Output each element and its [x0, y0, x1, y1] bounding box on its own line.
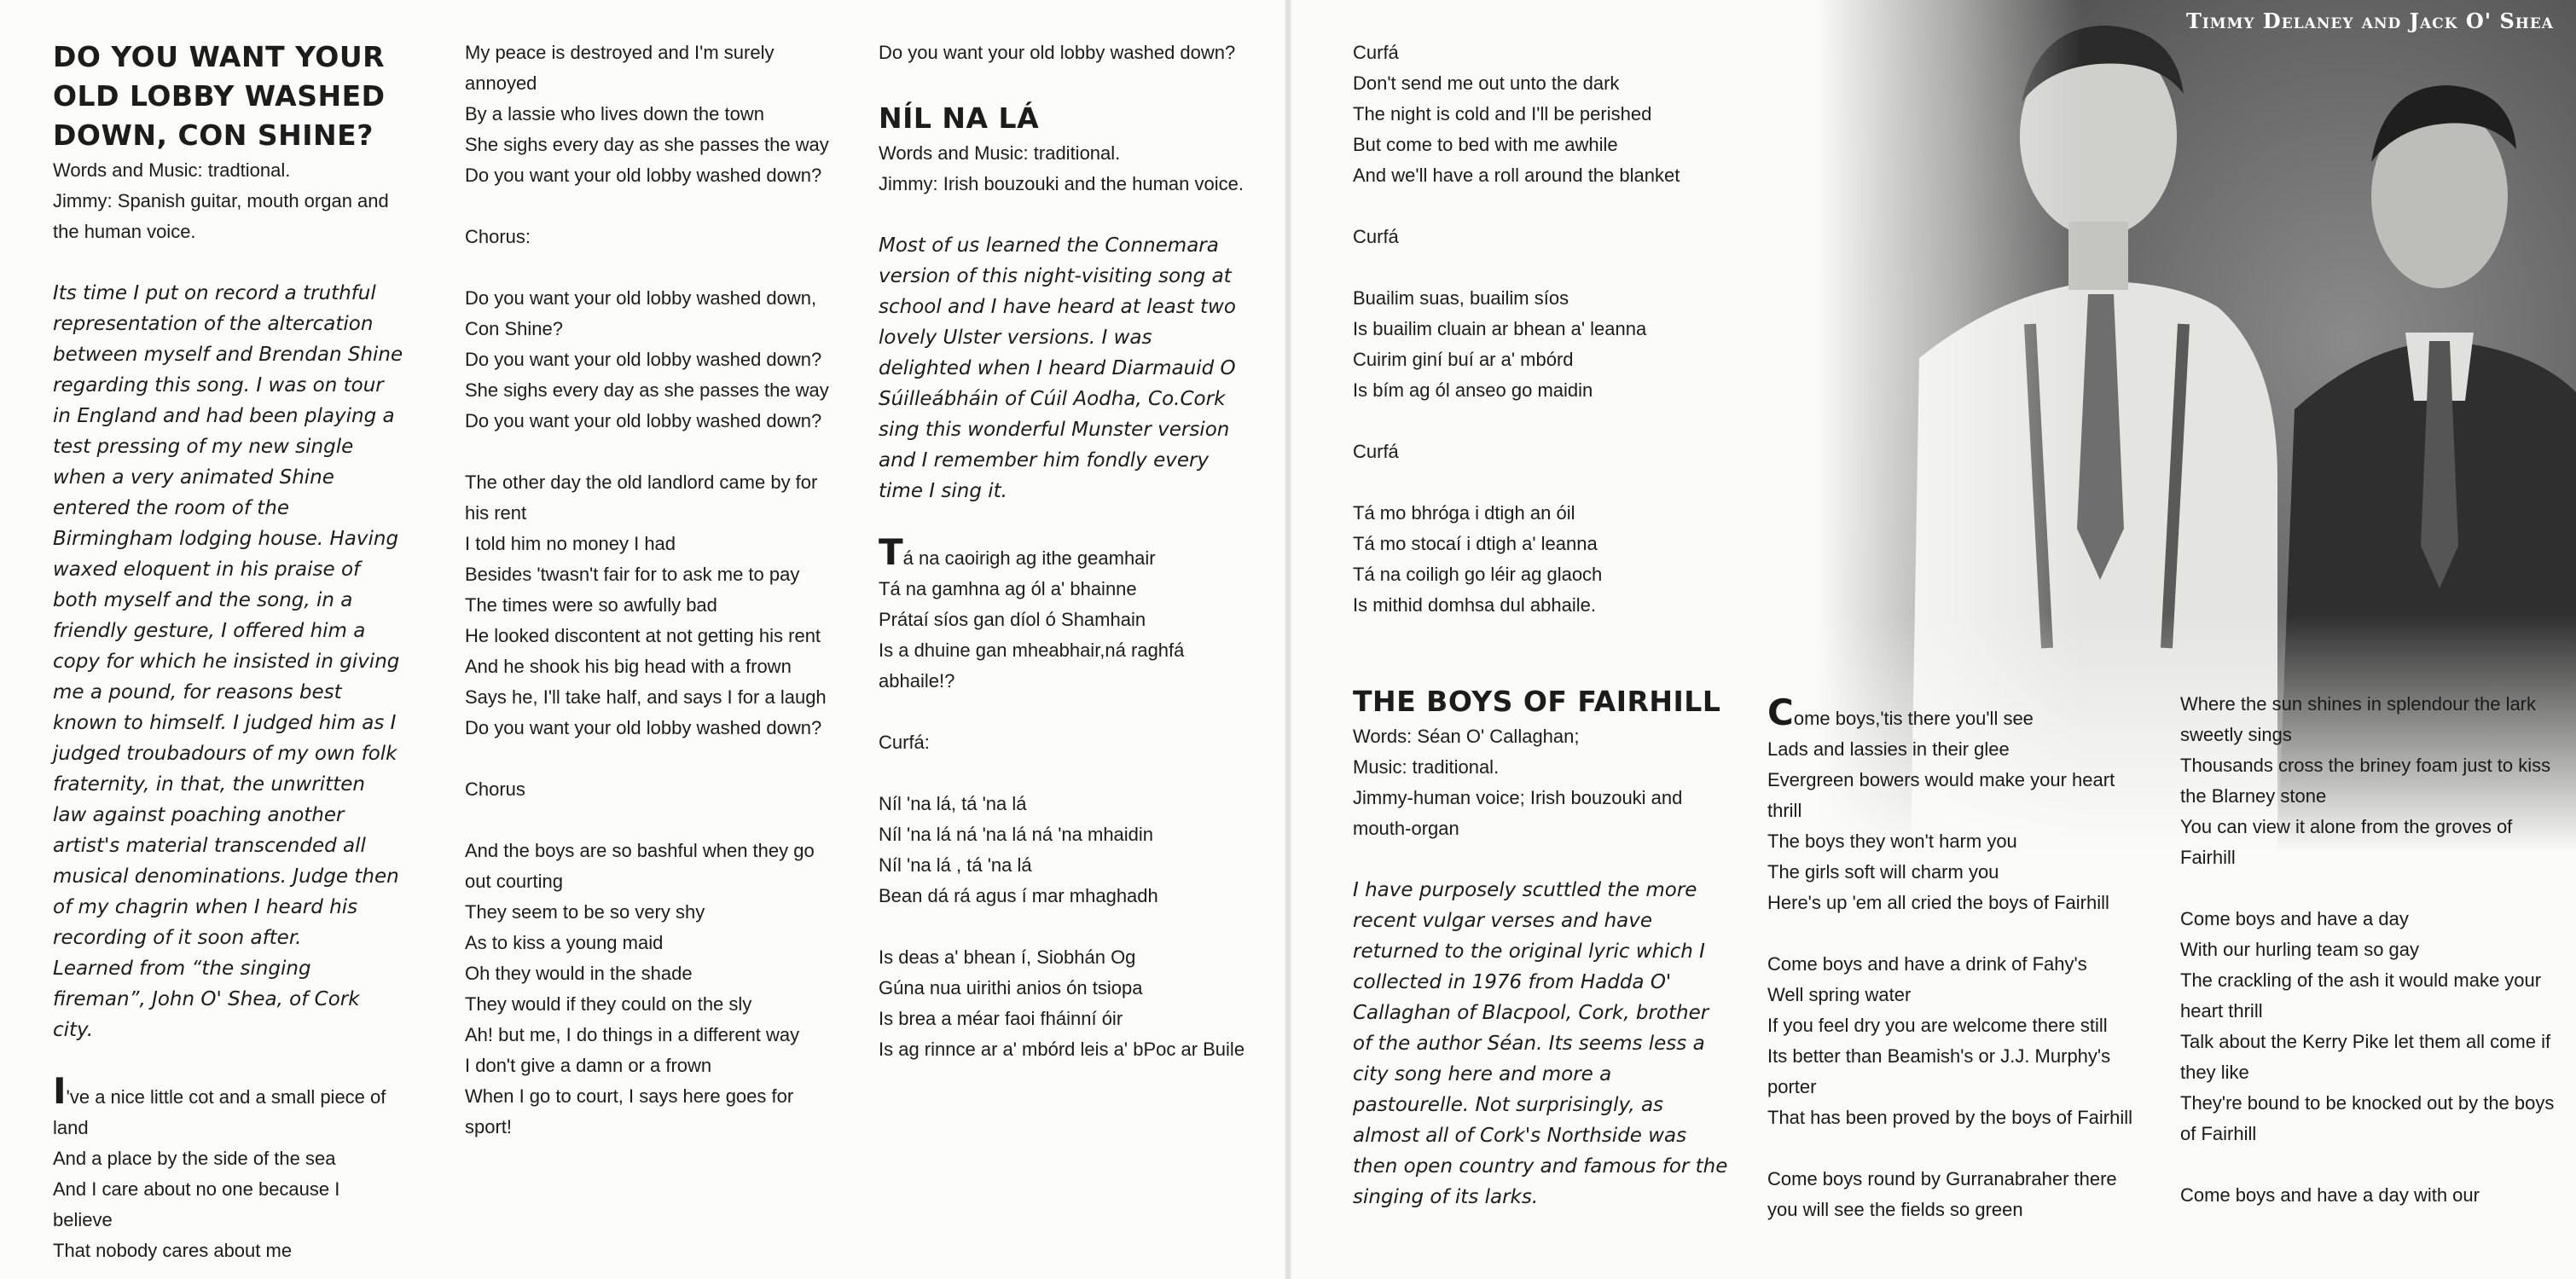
verse-text: 've a nice little cot and a small piece of land And a place by the side of the sea And I care about no one because I believe That nobody cares about me: [53, 1086, 386, 1261]
song2-verse4: Buailim suas, buailim síos Is buailim cluain ar bhean a' leanna Cuirim giní buí ar a' mbórd Is bím ag ól anseo go maidin: [1353, 287, 1647, 401]
column-5: [1767, 692, 2143, 1225]
song1-verse1: [53, 1070, 404, 1266]
song3-verse3-start: Come boys round by Gurranabraher there you will see the fields so green: [1767, 1168, 2117, 1220]
chorus-label: Chorus:: [465, 226, 531, 247]
booklet-spine: [1285, 0, 1291, 1279]
song2-verse5: Tá mo bhróga i dtigh an óil Tá mo stocaí i dtigh a' leanna Tá na coiligh go léir ag glaoch Is mithid domhsa dul abhaile.: [1353, 502, 1603, 616]
dropcap: C: [1767, 692, 1794, 733]
song3-col6-verse2: Come boys and have a day With our hurling team so gay The crackling of the ash it would make your heart thrill Talk about the Kerry Pike let them all come if they like They're bound to be knocked out by the boys of Fairhill: [2180, 908, 2555, 1144]
song3-col6-verse3-start: Come boys and have a day with our: [2180, 1184, 2480, 1206]
song3-col6-verse1: Where the sun shines in splendour the lark sweetly sings Thousands cross the briney foam just to kiss the Blarney stone You can view it alone from the groves of Fairhill: [2180, 693, 2551, 868]
song2-title: NÍL NA LÁ: [879, 101, 1040, 135]
song1-credits: Words and Music: tradtional.: [53, 159, 291, 181]
song1-col2-verse1: My peace is destroyed and I'm surely annoyed By a lassie who lives down the town She sighs every day as she passes the way Do you want your old lobby washed down?: [465, 42, 829, 186]
song1-title: DO YOU WANT YOUR OLD LOBBY WASHED DOWN, CON SHINE?: [53, 40, 386, 152]
song2-verse2: Is deas a' bhean í, Siobhán Og Gúna nua uirithi anios ón tsiopa Is brea a méar faoi fháinní óir Is ag rinnce ar a' mbórd leis a' bPoc ar Buile: [879, 946, 1245, 1060]
curfa-label: Curfá:: [879, 732, 930, 753]
song2-verse3: Don't send me out unto the dark The night is cold and I'll be perished But come to bed with me awhile And we'll have a roll around the blanket: [1353, 72, 1680, 186]
song1-notes: Its time I put on record a truthful representation of the altercation between myself and Brendan Shine regarding this song. I was on tour in England and had been playing a test pressing of my new single when a very animated Shine entered the room of the Birmingham lodging house. Having waxed eloquent in his praise of both myself and the song, in a friendly gesture, I offered him a copy for which he insisted in giving me a pound, for reasons best known to himself. I judged him as I judged troubadours of my own folk fraternity, in that, the unwritten law against poaching another artist's material transcended all musical denominations. Judge then of my chagrin when I heard his recording of it soon after. Learned from “the singing fireman”, John O' Shea, of Cork city.: [53, 282, 403, 1041]
song3-verse1: [1767, 692, 2143, 918]
song1-ending: Do you want your old lobby washed down?: [879, 42, 1236, 63]
chorus-label: Chorus: [465, 778, 525, 800]
song2-curfa: Níl 'na lá, tá 'na lá Níl 'na lá ná 'na lá ná 'na mhaidin Níl 'na lá , tá 'na lá Bean dá rá agus í mar mhaghadh: [879, 793, 1158, 906]
column-4: [1353, 38, 1728, 1212]
dropcap: I: [53, 1070, 67, 1112]
photo-caption: Timmy Delaney and Jack O' Shea: [2185, 9, 2554, 33]
song1-instruments: Jimmy: Spanish guitar, mouth organ and the human voice.: [53, 190, 389, 242]
curfa-label: Curfá: [1353, 226, 1399, 247]
song2-notes: Most of us learned the Connemara version of this night-visiting song at school and I have heard at least two lovely Ulster versions. I was delighted when I heard Diarmauid O Súilleábháin of Cúil Aodha, Co.Cork sing this wonderful Munster version and I remember him fondly every time I sing it.: [879, 234, 1236, 502]
song3-instruments: Jimmy-human voice; Irish bouzouki and mouth-organ: [1353, 787, 1683, 839]
song3-title: THE BOYS OF FAIRHILL: [1353, 685, 1721, 718]
column-1: [53, 38, 404, 1266]
verse-text: á na caoirigh ag ithe geamhair Tá na gamhna ag ól a' bhainne Prátaí síos gan díol ó Shamhain Is a dhuine gan mheabhair,ná raghfá abhaile!?: [879, 547, 1185, 692]
song2-verse1: [879, 531, 1245, 697]
column-2: [465, 38, 832, 1143]
song1-chorus: Do you want your old lobby washed down, Con Shine? Do you want your old lobby washed down? She sighs every day as she passes the way Do you want your old lobby washed down?: [465, 287, 829, 431]
verse-text: ome boys,'tis there you'll see Lads and lassies in their glee Evergreen bowers would make your heart thrill The boys they won't harm you The girls soft will charm you Here's up 'em all cried the boys of Fairhill: [1767, 708, 2115, 913]
song3-verse2: Come boys and have a drink of Fahy's Well spring water If you feel dry you are welcome there still Its better than Beamish's or J.J. Murphy's porter That has been proved by the boys of Fairhill: [1767, 953, 2133, 1128]
curfa-label: Curfá: [1353, 42, 1399, 63]
curfa-label: Curfá: [1353, 441, 1399, 462]
song3-notes: I have purposely scuttled the more recent vulgar verses and have returned to the original lyric which I collected in 1976 from Hadda O' Callaghan of Blacpool, Cork, brother of the author Séan. Its seems less a city song here and more a pastourelle. Not surprisingly, as almost all of Cork's Northside was then open country and famous for the singing of its larks.: [1353, 879, 1728, 1208]
song1-verse3: And the boys are so bashful when they go out courting They seem to be so very shy As to kiss a young maid Oh they would in the shade They would if they could on the sly Ah! but me, I do things in a different way I don't give a damn or a frown When I go to court, I says here goes for sport!: [465, 840, 815, 1137]
column-3: [879, 38, 1245, 1065]
column-6: [2180, 689, 2556, 1211]
dropcap: T: [879, 531, 903, 573]
song2-credits: Words and Music: traditional.: [879, 142, 1121, 164]
song2-instruments: Jimmy: Irish bouzouki and the human voice.: [879, 173, 1244, 194]
song1-verse2: The other day the old landlord came by for his rent I told him no money I had Besides 'twasn't fair for to ask me to pay The times were so awfully bad He looked discontent at not getting his rent And he shook his big head with a frown Says he, I'll take half, and says I for a laugh Do you want your old lobby washed down?: [465, 472, 827, 738]
song3-credits: Words: Séan O' Callaghan; Music: traditional.: [1353, 726, 1580, 778]
